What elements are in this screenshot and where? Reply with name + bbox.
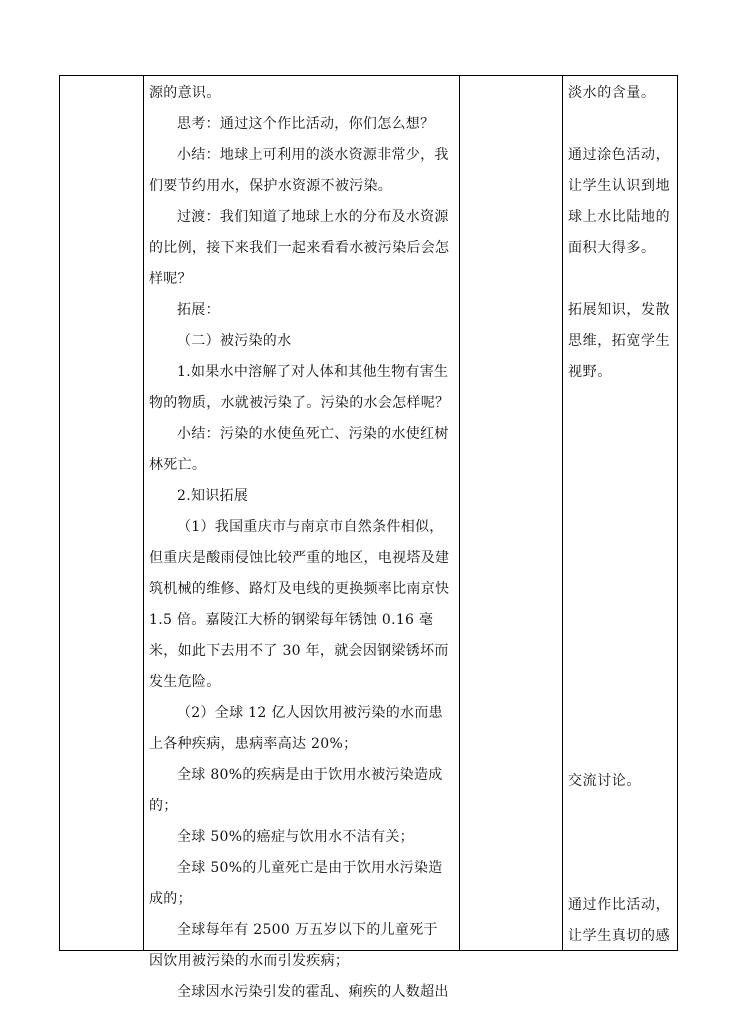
paragraph: 小结：污染的水使鱼死亡、污染的水使红树林死亡。 <box>149 426 449 473</box>
intent-note: 淡水的含量。 <box>568 85 656 101</box>
teaching-process-column <box>143 76 459 1000</box>
paragraph: 源的意识。 <box>149 85 221 101</box>
paragraph: 全球因水污染引发的霍乱、痢疾的人数超出 <box>177 984 449 1000</box>
intent-note: 交流讨论。 <box>568 773 641 789</box>
paragraph: 2.知识拓展 <box>177 488 249 504</box>
paragraph: 1.如果水中溶解了对人体和其他生物有害生物的物质，水就被污染了。污染的水会怎样呢？ <box>149 364 450 411</box>
lesson-plan-table <box>59 75 678 1000</box>
design-intent-column <box>562 76 679 950</box>
paragraph: 全球 80%的疾病是由于饮用水被污染造成的； <box>149 767 443 814</box>
paragraph: （2）全球 12 亿人因饮用被污染的水而患上各种疾病，患病率高达 20%； <box>149 705 443 752</box>
intent-note: 通过涂色活动，让学生认识到地球上水比陆地的面积大得多。 <box>568 147 671 256</box>
paragraph: 拓展： <box>177 302 220 318</box>
paragraph: 全球 50%的癌症与饮用水不洁有关； <box>177 829 414 845</box>
paragraph: 全球每年有 2500 万五岁以下的儿童死于因饮用被污染的水而引发疾病； <box>149 922 438 969</box>
intent-note: 通过作比活动，让学生真切的感 <box>568 897 671 944</box>
paragraph: 全球 50%的儿童死亡是由于饮用水污染造成的； <box>149 860 443 907</box>
paragraph: 过渡：我们知道了地球上水的分布及水资源的比例，接下来我们一起来看看水被污染后会怎样呢？ <box>149 209 450 287</box>
paragraph: 小结：地球上可利用的淡水资源非常少，我们要节约用水，保护水资源不被污染。 <box>149 147 449 194</box>
intent-note: 拓展知识，发散思维，拓宽学生视野。 <box>568 302 671 380</box>
paragraph: 思考：通过这个作比活动，你们怎么想？ <box>177 116 435 132</box>
paragraph: （1）我国重庆市与南京市自然条件相似，但重庆是酸雨侵蚀比较严重的地区，电视塔及建筑机械的维修、路灯及电线的更换频率比南京快 1.5 倍。嘉陵江大桥的钢梁每年锈蚀 0.16 毫米，如此下去用不了 30 年，就会因钢梁锈坏而发生危险。 <box>149 519 455 690</box>
table-column-divider <box>459 76 460 950</box>
section-heading: （二）被污染的水 <box>177 333 292 349</box>
